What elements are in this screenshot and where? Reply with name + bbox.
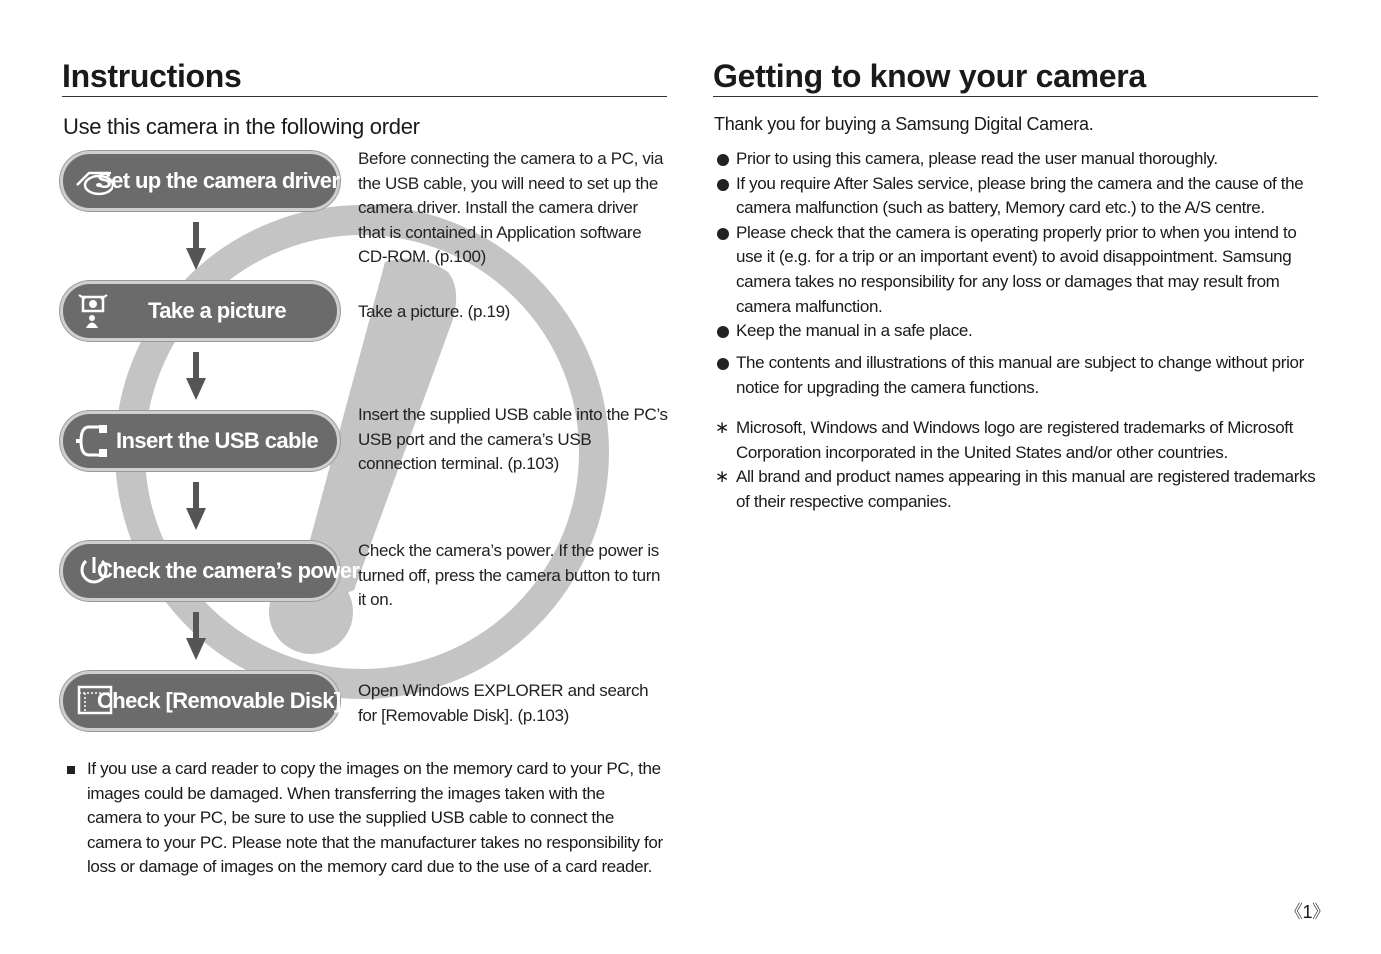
trademark-notes [714, 416, 1319, 514]
precaution-list [714, 147, 1319, 344]
page-number: 《1》 [1285, 902, 1330, 922]
bullet-dot-icon [717, 326, 729, 338]
list-item: Prior to using this camera, please read the user manual thoroughly. [714, 147, 1319, 172]
flow-arrow [186, 352, 206, 402]
step-insert-usb [60, 411, 340, 471]
card-reader-note [63, 757, 663, 880]
asterisk-icon: ∗ [715, 418, 729, 437]
change-notice-list [714, 351, 1319, 400]
step-label: Set up the camera driver [97, 168, 340, 193]
step-setup-driver [60, 151, 340, 211]
bullet-dot-icon [717, 179, 729, 191]
step-description: Before connecting the camera to a PC, via the USB cable, you will need to set up the camera driver. Install the camera driver that is contained in Application software CD-ROM. (p.100) [358, 149, 664, 267]
step-description: Check the camera’s power. If the power is turned off, press the camera button to turn it on. [358, 541, 661, 610]
list-item: The contents and illustrations of this manual are subject to change without prior notice for upgrading the camera functions. [714, 351, 1319, 400]
bullet-dot-icon [717, 154, 729, 166]
flow-arrow [186, 612, 206, 662]
step-label: Take a picture [148, 298, 286, 323]
list-item: ∗ All brand and product names appearing in this manual are registered trademarks of their respective companies. [715, 467, 1316, 511]
flow-arrow [186, 222, 206, 272]
asterisk-icon: ∗ [715, 467, 729, 487]
step-description: Open Windows EXPLORER and search for [Removable Disk]. (p.103) [358, 681, 649, 725]
step-take-picture [60, 281, 340, 341]
thanks-text: Thank you for buying a Samsung Digital Camera. [714, 114, 1094, 134]
exclamation-emblem-graphic [0, 0, 700, 760]
list-item: If you require After Sales service, please bring the camera and the cause of the camera malfunction (such as battery, Memory card etc.) to the A/S centre. [714, 172, 1319, 221]
list-item: Keep the manual in a safe place. [714, 319, 1319, 344]
instructions-title: Instructions [62, 58, 667, 97]
step-label: Check the camera’s power [97, 558, 360, 583]
step-check-removable-disk [60, 671, 340, 731]
step-label: Check [Removable Disk] [97, 688, 341, 713]
step-description: Take a picture. (p.19) [358, 302, 510, 321]
square-bullet-icon [67, 766, 75, 774]
bullet-dot-icon [717, 358, 729, 370]
flow-arrow [186, 482, 206, 532]
getting-to-know-title: Getting to know your camera [713, 58, 1318, 97]
step-check-power [60, 541, 360, 601]
instructions-subtitle: Use this camera in the following order [63, 114, 420, 139]
bullet-dot-icon [717, 228, 729, 240]
step-description: Insert the supplied USB cable into the PC’s USB port and the camera’s USB connection terminal. (p.103) [358, 405, 668, 474]
list-item: ∗ Microsoft, Windows and Windows logo are registered trademarks of Microsoft Corporation incorporated in the United States and/or other countries. [715, 418, 1294, 462]
list-item: Please check that the camera is operating properly prior to when you intend to use it (e.g. for a trip or an important event) to avoid disappointment. Samsung camera takes no responsibility for any loss or damages that may result from camera malfunction. [714, 221, 1319, 319]
note-text: If you use a card reader to copy the images on the memory card to your PC, the images could be damaged. When transferring the images taken with the camera to your PC, be sure to use the supplied USB cable to connect the camera to your PC. Please note that the manufacturer takes no responsibility for loss or damage of images on the memory card due to the use of a card reader. [87, 759, 663, 877]
step-label: Insert the USB cable [116, 428, 318, 453]
